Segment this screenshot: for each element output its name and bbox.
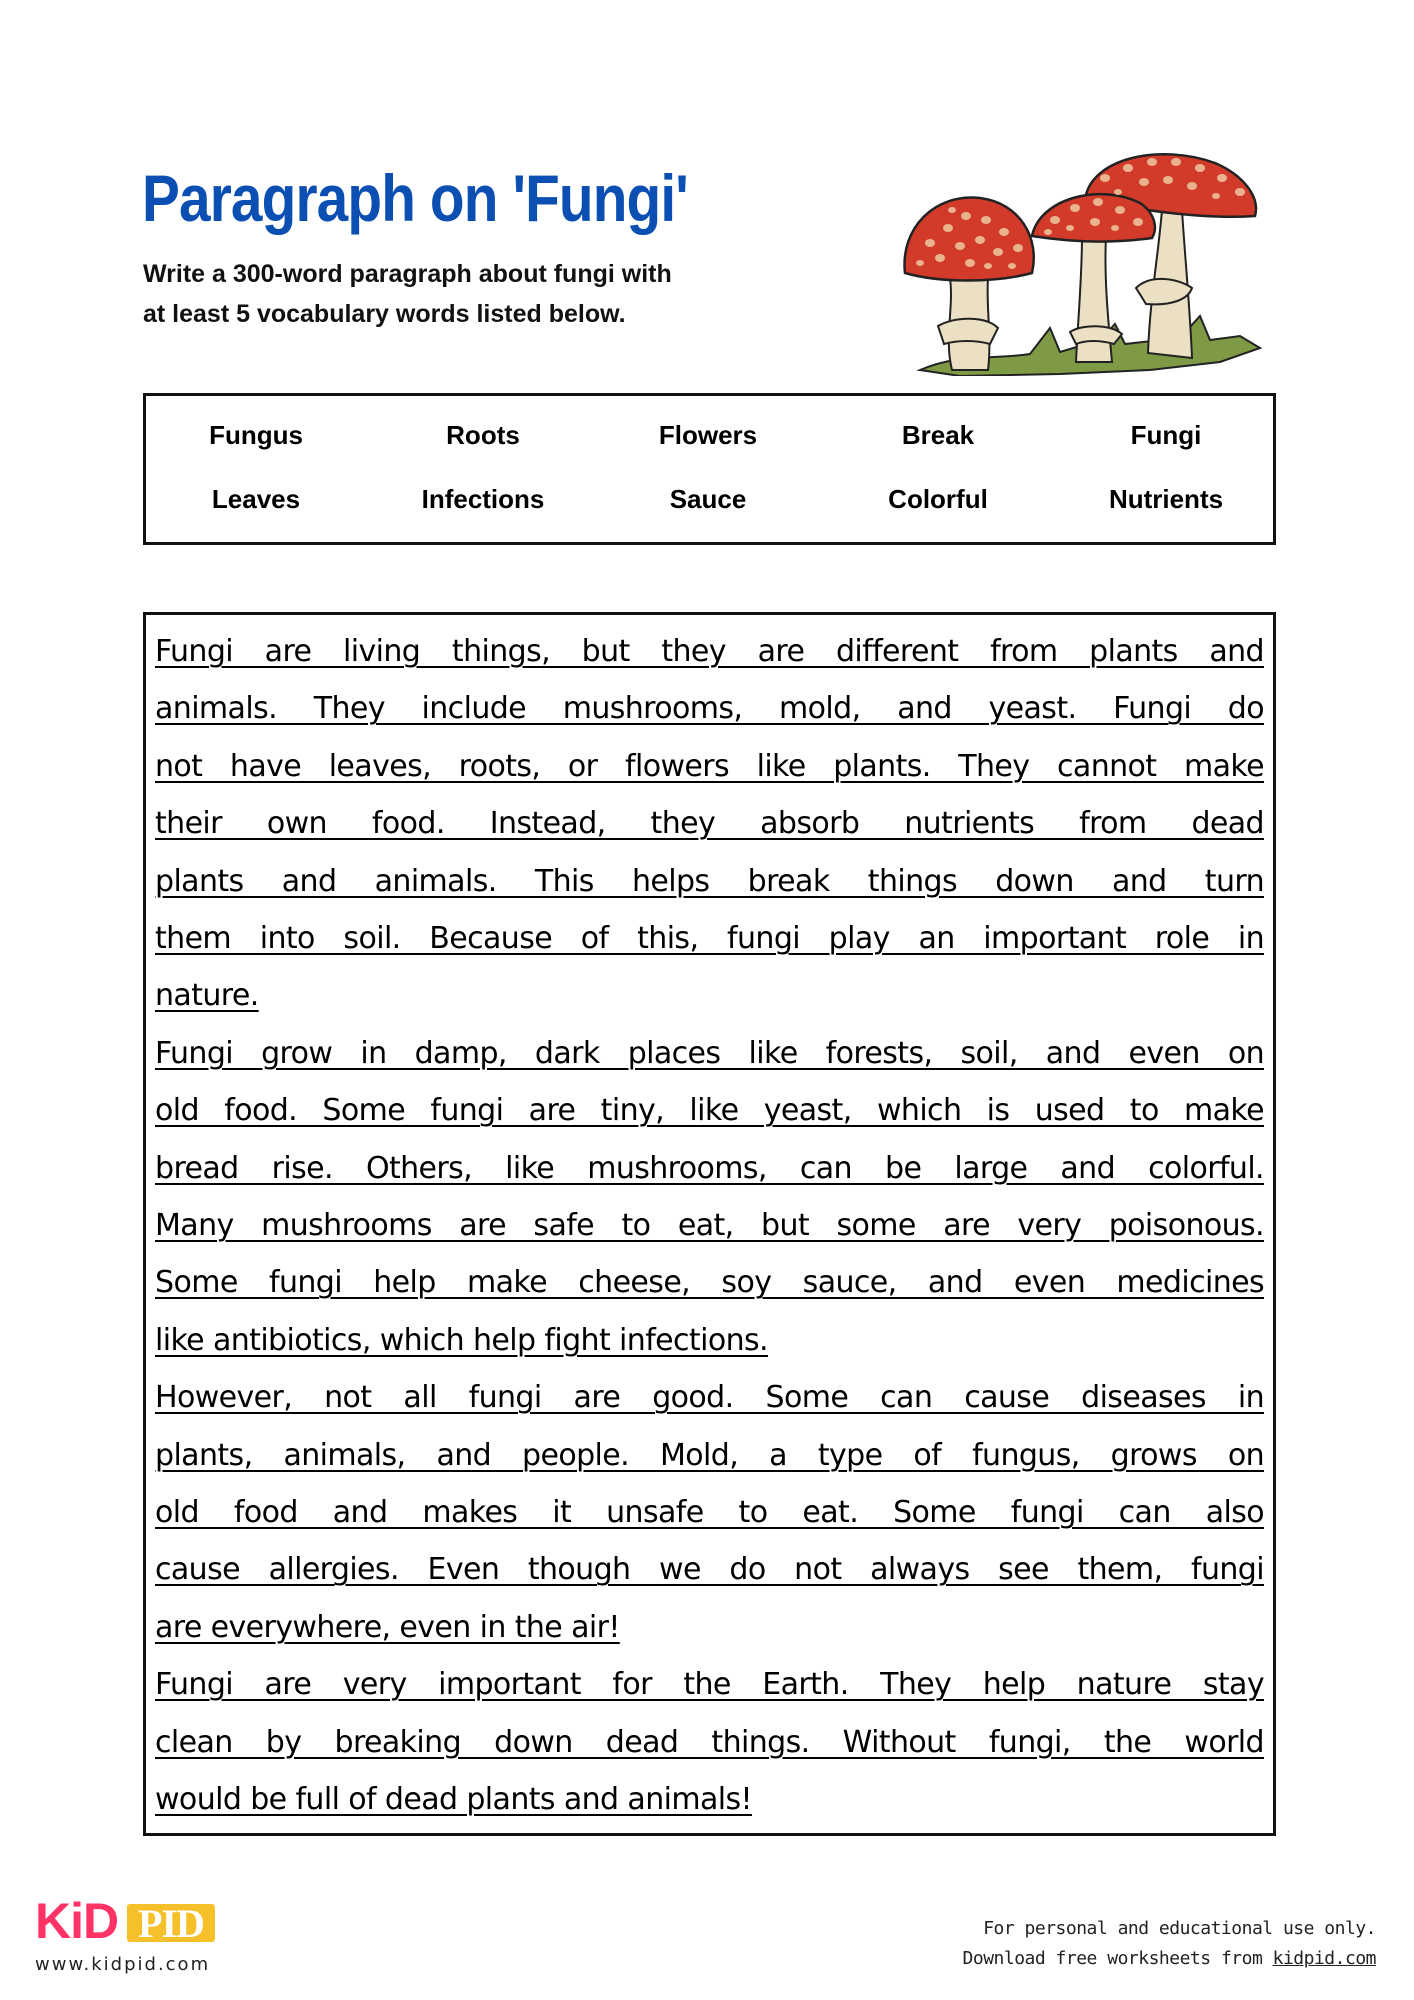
paragraph-line: like antibiotics, which help fight infections. [155,1322,768,1358]
paragraph-line: Fungi grow in damp, dark places like forests, soil, and even on [155,1035,1264,1071]
paragraph-line: not have leaves, roots, or flowers like plants. They cannot make [155,748,1264,784]
paragraph-line: clean by breaking down dead things. Without fungi, the world [155,1724,1264,1760]
kidpid-link[interactable]: kidpid.com [1272,1948,1376,1969]
paragraph-line: Many mushrooms are safe to eat, but some are very poisonous. [155,1208,1264,1243]
paragraph-line: cause allergies. Even though we do not always see them, fungi [155,1552,1264,1588]
paragraph-line: plants, animals, and people. Mold, a type of fungus, grows on [155,1437,1264,1473]
instructions-line-1: Write a 300-word paragraph about fungi with [143,260,672,288]
footer-note-line-2 [963,1944,1376,1974]
vocabulary-word: Colorful [888,484,988,514]
logo-pid-text: PID [127,1904,215,1942]
paragraph-line: are everywhere, even in the air! [155,1609,620,1645]
paragraph-line: would be full of dead plants and animals! [155,1782,752,1817]
logo-kid-text: KiD [35,1893,119,1949]
paragraph-line: nature. [155,978,259,1014]
paragraph-line: plants and animals. This helps break things down and turn [155,863,1264,899]
paragraph-line: old food. Some fungi are tiny, like yeast, which is used to make [155,1093,1264,1129]
paragraph-line: old food and makes it unsafe to eat. Some fungi can also [155,1495,1264,1530]
paragraph-line: Some fungi help make cheese, soy sauce, and even medicines [155,1265,1264,1301]
instructions-line-2: at least 5 vocabulary words listed below. [143,300,626,328]
mushrooms-icon [900,148,1280,376]
footer-note-line-1: For personal and educational use only. [983,1918,1376,1939]
vocabulary-word: Infections [421,484,545,514]
vocabulary-word: Roots [446,420,520,450]
vocabulary-word: Flowers [658,420,758,450]
vocabulary-box [143,393,1276,545]
paragraph-line: However, not all fungi are good. Some can cause diseases in [155,1380,1264,1416]
page-title: Paragraph on 'Fungi' [142,161,688,235]
paragraph-line: animals. They include mushrooms, mold, and yeast. Fungi do [155,691,1264,727]
vocabulary-word: Nutrients [1108,484,1224,514]
vocabulary-word: Break [901,420,975,450]
paragraph-line: them into soil. Because of this, fungi play an important role in [155,921,1264,956]
logo-url[interactable]: www.kidpid.com [35,1954,211,1975]
paragraph-line: their own food. Instead, they absorb nutrients from dead [155,806,1264,842]
vocabulary-word: Fungi [1130,420,1202,450]
footer-note [963,1914,1376,1974]
vocabulary-word: Fungus [209,420,303,450]
vocabulary-word: Sauce [669,484,747,514]
paragraph-line: bread rise. Others, like mushrooms, can be large and colorful. [155,1150,1264,1186]
paragraph-line: Fungi are very important for the Earth. They help nature stay [155,1667,1264,1703]
vocabulary-word: Leaves [211,484,301,514]
paragraph-line: Fungi are living things, but they are different from plants and [155,634,1264,669]
footer-note-prefix: Download free worksheets from [962,1948,1273,1969]
instructions [143,254,672,334]
